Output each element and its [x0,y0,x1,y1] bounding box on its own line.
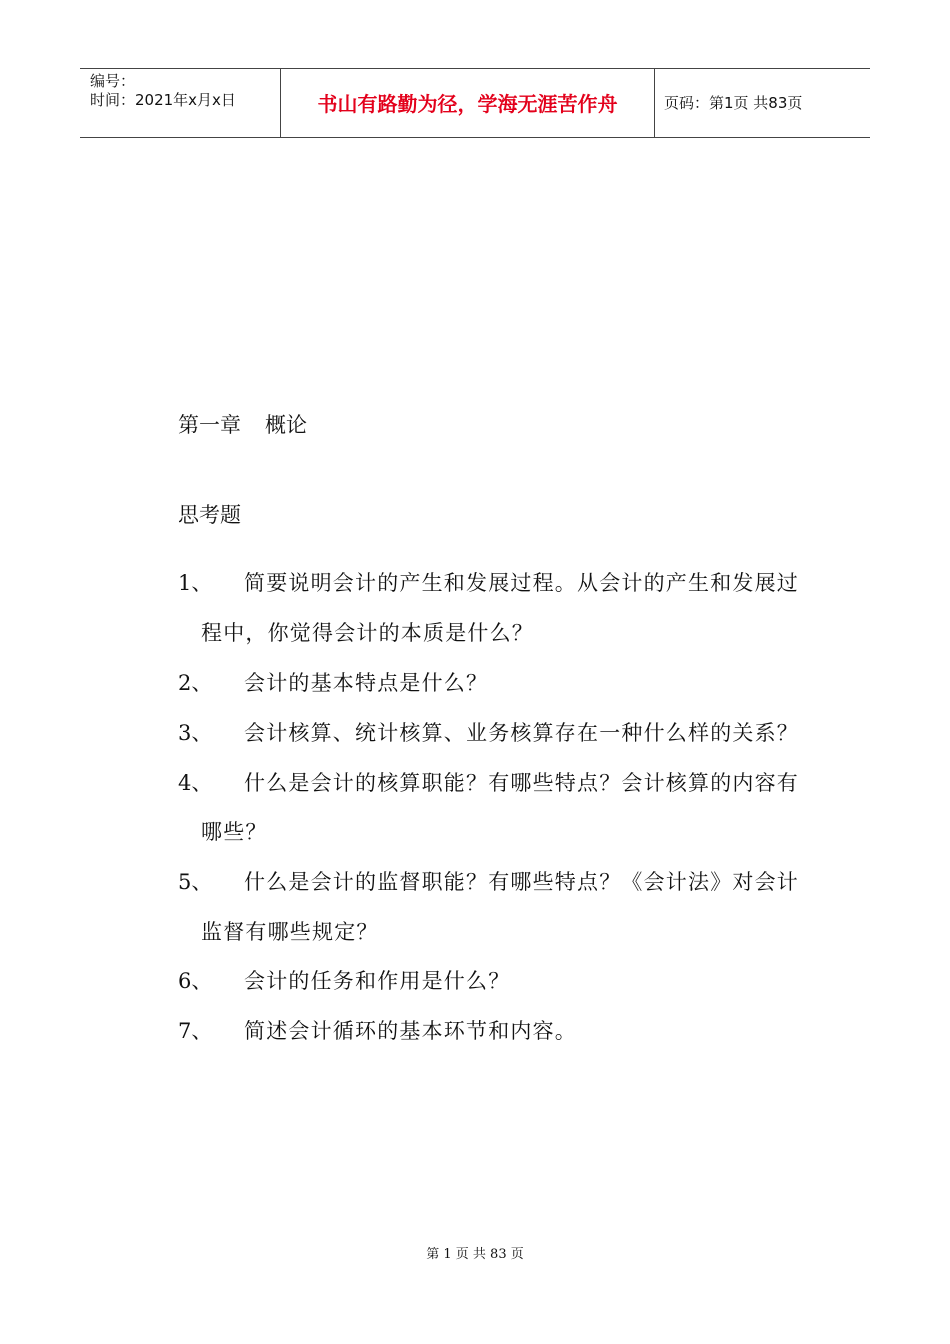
question-number: 1、 [178,571,213,595]
question-number: 7、 [178,1019,213,1043]
question-text: 什么是会计的核算职能？有哪些特点？会计核算的内容有 [244,771,799,795]
question-text: 简述会计循环的基本环节和内容。 [244,1019,577,1043]
question-number: 5、 [178,870,213,894]
time-label: 时间：2021年x月x日 [90,91,236,109]
question-text: 什么是会计的监督职能？有哪些特点？《会计法》对会计 [244,870,799,894]
question-text: 会计的基本特点是什么？ [244,671,489,695]
page-footer: 第 1 页 共 83 页 [426,1247,524,1262]
header-page-cell [654,69,870,137]
question-continuation: 程中，你觉得会计的本质是什么？ [201,621,534,645]
page-header [80,68,870,138]
question-number: 6、 [178,969,213,993]
number-label: 编号： [90,72,136,90]
question-text: 会计的任务和作用是什么？ [244,969,511,993]
chapter-title: 概论 [265,413,307,437]
question-number: 4、 [178,771,213,795]
question-number: 3、 [178,721,213,745]
question-text: 简要说明会计的产生和发展过程。从会计的产生和发展过 [244,571,799,595]
section-title: 思考题 [178,503,241,527]
header-info-cell [80,69,280,137]
motto: 书山有路勤为径，学海无涯苦作舟 [317,92,618,116]
question-text: 会计核算、统计核算、业务核算存在一种什么样的关系？ [244,721,799,745]
question-continuation: 监督有哪些规定？ [201,920,379,944]
chapter-heading [178,411,307,439]
question-number: 2、 [178,671,213,695]
page-info: 页码：第1页 共83页 [664,94,803,112]
header-motto-cell [280,69,655,137]
question-continuation: 哪些？ [201,820,268,844]
chapter-number: 第一章 [178,413,241,437]
